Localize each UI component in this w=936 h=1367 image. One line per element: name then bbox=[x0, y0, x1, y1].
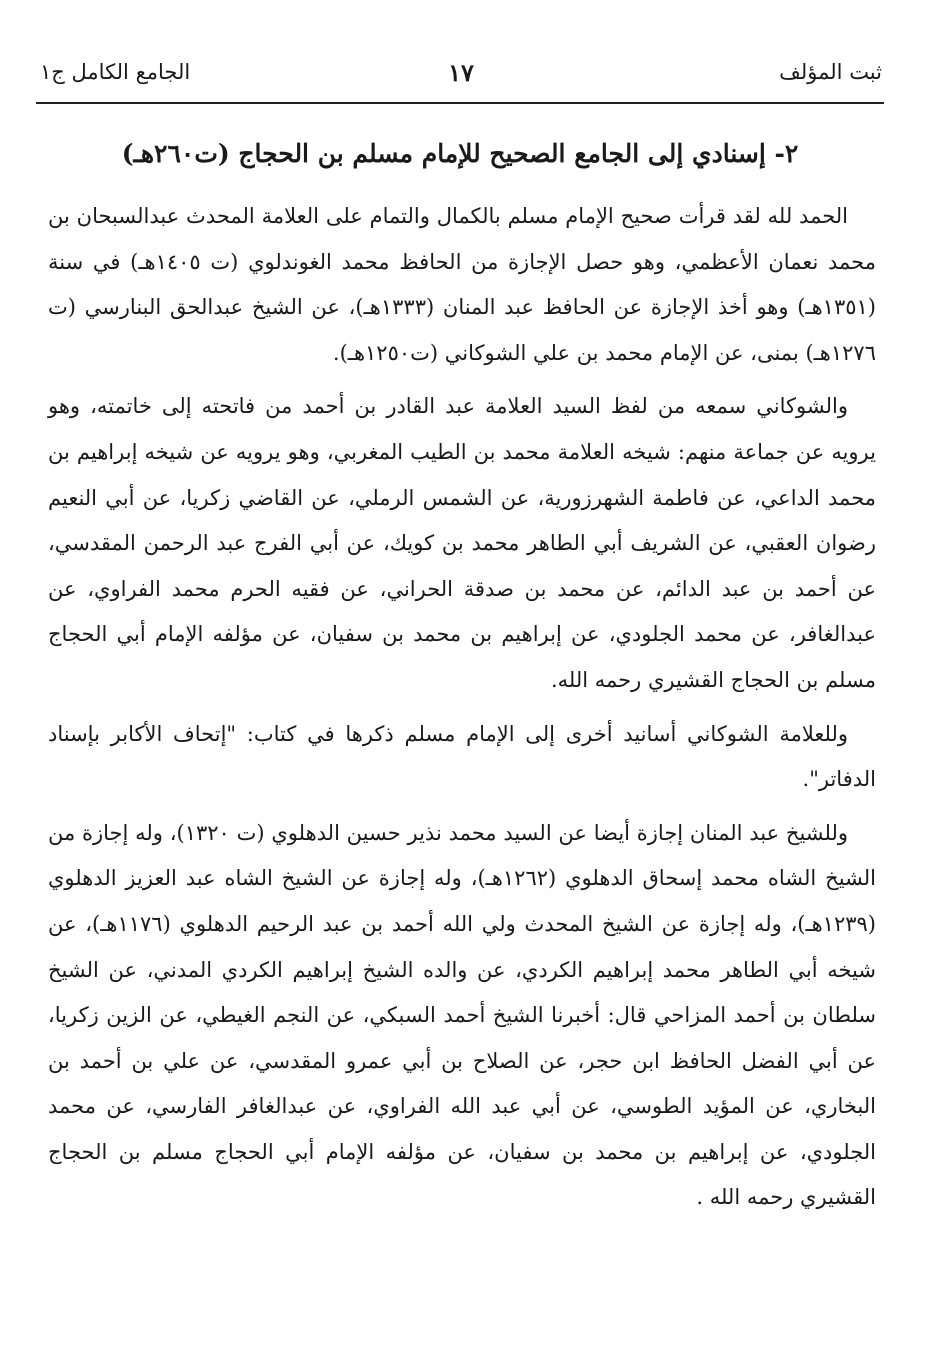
running-head-book-title: الجامع الكامل ج١ bbox=[40, 60, 191, 84]
paragraph-1: الحمد لله لقد قرأت صحيح الإمام مسلم بالكمال والتمام على العلامة المحدث عبدالسبحان بن محمد نعمان الأعظمي، وهو حصل الإجازة من الحافظ محمد الغوندلوي (ت ١٤٠٥هـ) في سنة (١٣٥١هـ) وهو أخذ الإجازة عن الحافظ عبد المنان (١٣٣٣هـ)، عن الشيخ عبدالحق البنارسي (ت ١٢٧٦هـ) بمنى، عن الإمام محمد بن علي الشوكاني (ت١٢٥٠هـ). bbox=[48, 204, 876, 365]
paragraph-2: والشوكاني سمعه من لفظ السيد العلامة عبد القادر بن أحمد من فاتحته إلى خاتمته، وهو يرويه عن جماعة منهم: شيخه العلامة محمد بن الطيب المغربي، وهو يرويه عن شيخه إبراهيم بن محمد الداعي، عن فاطمة الشهرزورية، عن الشمس الرملي، عن القاضي زكريا، عن أبي النعيم رضوان العقبي، عن الشريف أبي الطاهر محمد بن كويك، عن أبي الفرج عبد الرحمن المقدسي، عن أحمد بن عبد الدائم، عن محمد بن صدقة الحراني، عن فقيه الحرم محمد الفراوي، عن عبدالغافر، عن محمد الجلودي، عن إبراهيم بن محمد بن سفيان، عن مؤلفه الإمام أبي الحجاج مسلم بن الحجاج القشيري رحمه الله. bbox=[48, 394, 876, 692]
page-number: ١٧ bbox=[448, 58, 474, 87]
chapter-heading: ٢- إسنادي إلى الجامع الصحيح للإمام مسلم بن الحجاج (ت٢٦٠هـ) bbox=[121, 139, 799, 168]
paragraph-4: وللشيخ عبد المنان إجازة أيضا عن السيد محمد نذير حسين الدهلوي (ت ١٣٢٠)، وله إجازة من الشيخ الشاه محمد إسحاق الدهلوي (١٢٦٢هـ)، وله إجازة عن الشيخ الشاه عبد العزيز الدهلوي (١٢٣٩هـ)، وله إجازة عن الشيخ المحدث ولي الله أحمد بن عبد الرحيم الدهلوي (١١٧٦هـ)، عن شيخه أبي الطاهر محمد إبراهيم الكردي، عن والده الشيخ إبراهيم الكردي المدني، عن الشيخ سلطان بن أحمد المزاحي قال: أخبرنا الشيخ أحمد السبكي، عن النجم الغيطي، عن الزين زكريا، عن أبي الفضل الحافظ ابن حجر، عن الصلاح بن أبي عمرو المقدسي، عن علي بن أحمد بن البخاري، عن المؤيد الطوسي، عن أبي عبد الله الفراوي، عن عبدالغافر الفارسي، عن محمد الجلودي، عن إبراهيم بن محمد بن سفيان، عن مؤلفه الإمام أبي الحجاج مسلم بن الحجاج القشيري رحمه الله . bbox=[48, 820, 876, 1210]
running-head-section-title: ثبت المؤلف bbox=[779, 60, 882, 84]
body-text bbox=[48, 194, 876, 1229]
paragraph-3: وللعلامة الشوكاني أسانيد أخرى إلى الإمام مسلم ذكرها في كتاب: "إتحاف الأكابر بإسناد الدفاتر". bbox=[48, 721, 876, 792]
header-rule bbox=[36, 102, 884, 104]
running-head bbox=[40, 56, 882, 96]
